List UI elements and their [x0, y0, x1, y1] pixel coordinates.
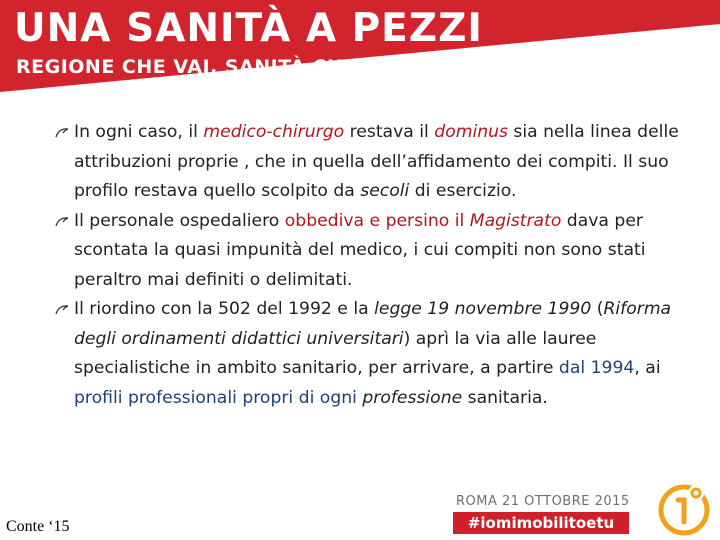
bullet-text-segment: profili professionali propri di ogni: [74, 387, 357, 408]
bullet-text-segment: Riforma degli ordinamenti didattici universitari: [74, 299, 672, 349]
event-logo-icon: [654, 478, 714, 538]
slide-bullet-icon: [54, 127, 70, 139]
footer-author: Conte ‘15: [6, 518, 70, 535]
bullet-text-segment: secoli: [360, 181, 410, 201]
event-hashtag: #iomimobilitoetu: [453, 512, 629, 534]
bullet-item: [60, 207, 700, 296]
bullet-text-segment: (: [591, 299, 604, 319]
bullet-text-segment: dominus: [434, 122, 508, 142]
bullet-text-segment: sia nella linea delle attribuzioni proprie , che in quella dell’affidamento dei compiti. Il suo profilo restava quello scolpito da: [74, 122, 679, 201]
bullet-text-segment: ) aprì la via alle lauree specialistiche in ambito sanitario, per arrivare, a partire: [74, 328, 597, 378]
slide-bullet-icon: [54, 216, 70, 228]
bullet-text-segment: Il personale ospedaliero: [74, 210, 285, 231]
bullet-text-segment: di esercizio.: [409, 181, 517, 201]
event-date: ROMA 21 OTTOBRE 2015: [456, 494, 630, 509]
bullet-text-segment: medico-chirurgo: [203, 122, 345, 142]
bullet-text-segment: , ai: [634, 358, 661, 378]
bullet-text-segment: obbediva e persino il: [284, 210, 470, 231]
bullet-item: [60, 295, 700, 413]
bullet-text-segment: Magistrato: [469, 210, 562, 231]
bullet-text-segment: legge 19 novembre 1990: [374, 299, 592, 319]
bullet-item: [60, 118, 700, 207]
bullet-text-segment: In ogni caso, il: [74, 122, 204, 142]
banner-subtitle: REGIONE CHE VAI, SANITÀ CHE TROVI...: [16, 56, 455, 78]
bullet-text-segment: dal 1994: [558, 358, 635, 378]
bullet-text-segment: Il riordino con la 502 del 1992 e la: [74, 299, 375, 319]
slide-bullet-icon: [54, 304, 70, 316]
bullet-list: [60, 118, 700, 413]
header-banner: [0, 0, 720, 92]
bullet-text-segment: restava il: [344, 122, 435, 142]
bullet-text-segment: sanitaria.: [462, 387, 548, 408]
banner-title: UNA SANITÀ A PEZZI: [14, 6, 483, 51]
bullet-text-segment: professione: [362, 387, 463, 408]
bullet-text-segment: dava per scontata la quasi impunità del medico, i cui compiti non sono stati peraltro mai definiti o delimitati.: [74, 210, 646, 290]
